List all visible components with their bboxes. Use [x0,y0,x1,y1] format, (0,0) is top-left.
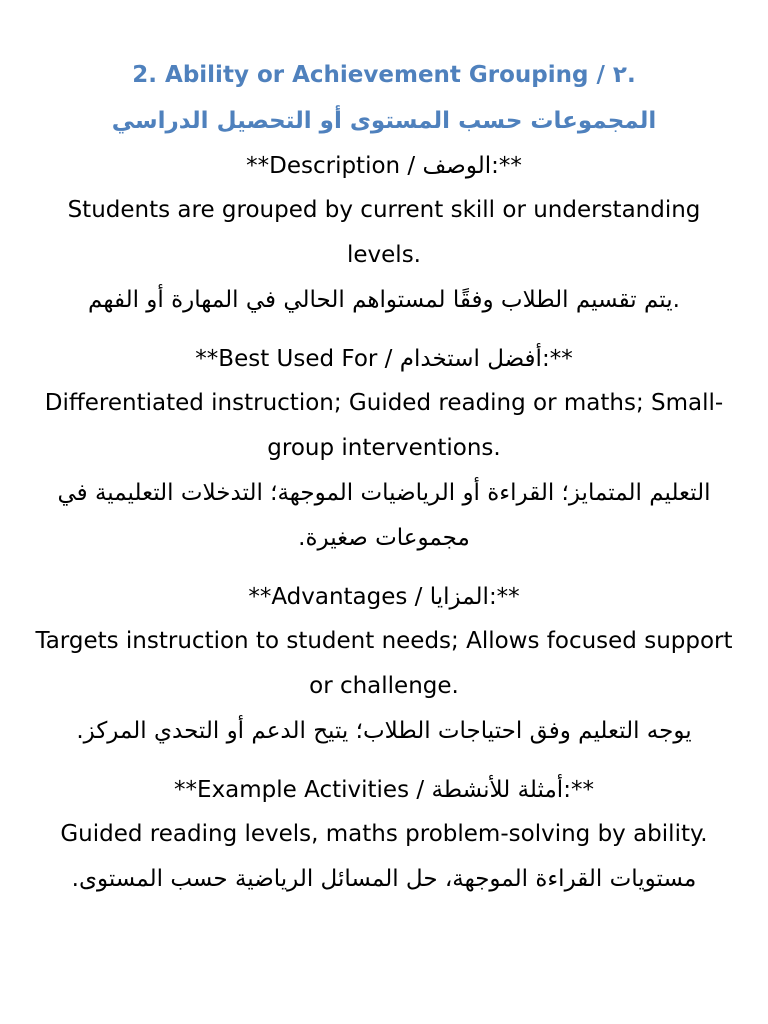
example-activities-text-english: Guided reading levels, maths problem-solving by ability. [60,821,708,847]
description-label: **Description / الوصف:** [246,153,522,179]
section-title [30,52,738,144]
title-arabic: المجموعات حسب المستوى أو التحصيل الدراسي [111,108,657,134]
advantages-text-english: Targets instruction to student needs; Allows focused support or challenge. [35,628,733,699]
advantages-label: **Advantages / المزايا:** [248,584,520,610]
description-text-english: Students are grouped by current skill or understanding levels. [67,197,701,268]
advantages-section [30,575,738,754]
example-activities-text-arabic: مستويات القراءة الموجهة، حل المسائل الرياضية حسب المستوى. [71,866,697,892]
description-section [30,144,738,323]
title-english: 2. Ability or Achievement Grouping / ٢. [132,62,636,88]
best-used-for-text-arabic: التعليم المتمايز؛ القراءة أو الرياضيات الموجهة؛ التدخلات التعليمية في مجموعات صغيرة. [57,480,711,551]
best-used-for-text-english: Differentiated instruction; Guided reading or maths; Small-group interventions. [44,390,724,461]
best-used-for-label: **Best Used For / أفضل استخدام:** [195,346,573,372]
advantages-text-arabic: يوجه التعليم وفق احتياجات الطلاب؛ يتيح الدعم أو التحدي المركز. [76,718,692,744]
example-activities-label: **Example Activities / أمثلة للأنشطة:** [174,777,594,803]
example-activities-section [30,768,738,902]
description-text-arabic: .يتم تقسيم الطلاب وفقًا لمستواهم الحالي في المهارة أو الفهم [88,287,680,313]
best-used-for-section [30,337,738,561]
